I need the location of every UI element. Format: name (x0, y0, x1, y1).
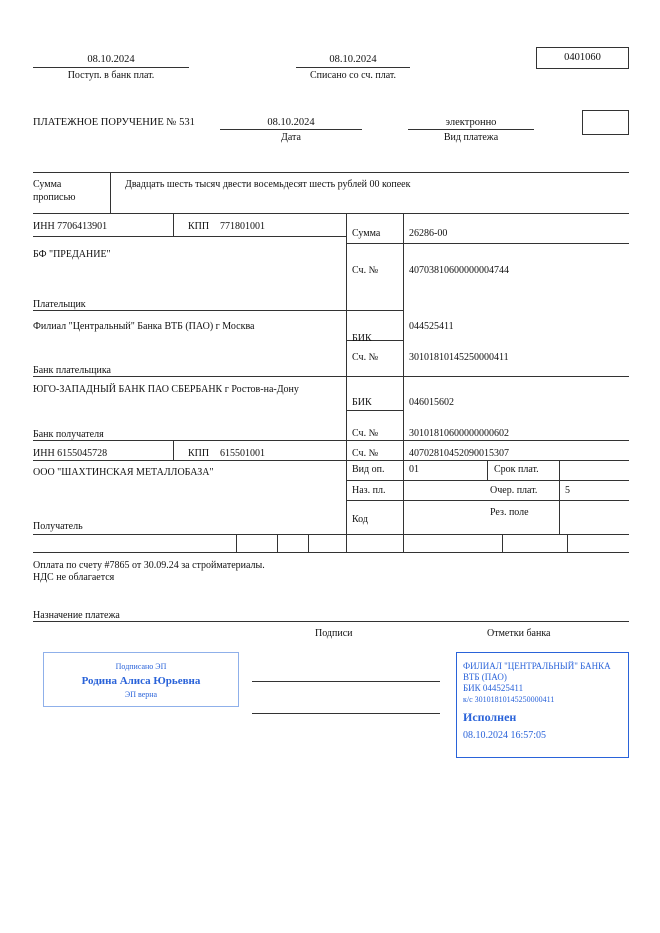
divider (33, 534, 629, 535)
payer-bank-corr-label: Сч. № (352, 352, 379, 363)
payer-bank-corr: 30101810145250000411 (409, 352, 509, 363)
divider (173, 440, 174, 460)
received-label: Поступ. в банк плат. (67, 70, 155, 81)
debited-label: Списано со сч. плат. (309, 70, 397, 81)
divider (408, 129, 534, 130)
divider (502, 534, 503, 552)
signature-line-1 (252, 681, 440, 682)
purpose-label: Назначение платежа (33, 610, 120, 621)
payee-account-label: Сч. № (352, 448, 379, 459)
payer-bank-bik-label: БИК (352, 333, 372, 344)
vid-op-value: 01 (409, 464, 419, 475)
order-date-label: Дата (281, 132, 301, 143)
amount-in-words: Двадцать шесть тысяч двести восемьдесят шесть рублей 00 копеек (125, 179, 411, 190)
payee-kpp: 615501001 (220, 448, 265, 459)
purpose-line-2: НДС не облагается (33, 572, 115, 583)
signature-line-2 (252, 713, 440, 714)
payee-account: 40702810452090015307 (409, 448, 509, 459)
payee-bank-corr: 30101810600000000602 (409, 428, 509, 439)
divider (346, 480, 629, 481)
divider (487, 460, 488, 480)
payer-kpp-label: КПП (188, 221, 210, 232)
bank-stamp-line-1: ФИЛИАЛ "ЦЕНТРАЛЬНЫЙ" БАНКА (463, 661, 611, 671)
divider (403, 213, 404, 553)
bank-stamp-datetime: 08.10.2024 16:57:05 (463, 730, 547, 741)
amount-words-label-1: Сумма (33, 179, 62, 190)
naz-label: Наз. пл. (352, 485, 386, 496)
payer-bank-name: Филиал "Центральный" Банка ВТБ (ПАО) г Москва (33, 321, 255, 332)
bank-stamp-line-2: ВТБ (ПАО) (463, 672, 507, 682)
divider (346, 410, 403, 411)
received-date: 08.10.2024 (87, 54, 135, 65)
debited-date: 08.10.2024 (329, 54, 377, 65)
ep-signed-text: Подписано ЭП (115, 662, 167, 671)
divider (33, 552, 629, 553)
divider (173, 213, 174, 236)
purpose-line-1: Оплата по счету #7865 от 30.09.24 за стройматериалы. (33, 560, 265, 571)
empty-code-box (582, 110, 629, 135)
payer-bank-label: Банк плательщика (33, 365, 111, 376)
divider (346, 243, 629, 244)
divider (33, 172, 629, 173)
ocher-value: 5 (565, 485, 570, 496)
divider (33, 213, 629, 214)
divider (33, 67, 189, 68)
payer-label: Плательщик (33, 299, 86, 310)
divider (33, 460, 629, 461)
payment-type-label: Вид платежа (443, 132, 499, 143)
rez-label: Рез. поле (490, 507, 529, 518)
payment-type: электронно (445, 117, 497, 128)
divider (33, 621, 629, 622)
payee-bank-bik: 046015602 (409, 397, 454, 408)
payee-label: Получатель (33, 521, 83, 532)
divider (346, 500, 629, 501)
divider (220, 129, 362, 130)
divider (33, 440, 629, 441)
payer-inn: ИНН 7706413901 (33, 221, 108, 232)
payer-account-label: Сч. № (352, 265, 379, 276)
divider (33, 236, 346, 237)
amount-label: Сумма (352, 228, 381, 239)
payee-bank-label: Банк получателя (33, 429, 104, 440)
payee-inn: ИНН 6155045728 (33, 448, 108, 459)
payee-bank-corr-label: Сч. № (352, 428, 379, 439)
signer-name: Родина Алиса Юрьевна (81, 675, 201, 687)
divider (559, 460, 560, 534)
kod-label: Код (352, 514, 368, 525)
payer-kpp: 771801001 (220, 221, 265, 232)
bank-stamp (456, 652, 629, 758)
form-code-box (536, 47, 629, 69)
divider (277, 534, 278, 552)
signature-stamp (43, 652, 239, 707)
ep-valid-text: ЭП верна (124, 690, 158, 699)
srok-label: Срок плат. (494, 464, 539, 475)
payer-bank-bik: 044525411 (409, 321, 454, 332)
amount-value: 26286-00 (409, 228, 448, 239)
divider (33, 376, 629, 377)
document-title: ПЛАТЕЖНОЕ ПОРУЧЕНИЕ № 531 (33, 117, 195, 128)
amount-words-label-2: прописью (33, 192, 76, 203)
divider (236, 534, 237, 552)
ocher-label: Очер. плат. (490, 485, 538, 496)
payee-bank-name: ЮГО-ЗАПАДНЫЙ БАНК ПАО СБЕРБАНК г Ростов-на-Дону (33, 384, 299, 395)
vid-op-label: Вид оп. (352, 464, 385, 475)
bank-stamp-line-4: к/с 30101810145250000411 (463, 695, 555, 704)
divider (110, 172, 111, 213)
payee-kpp-label: КПП (188, 448, 210, 459)
payer-account: 40703810600000004744 (409, 265, 509, 276)
divider (567, 534, 568, 552)
divider (346, 213, 347, 553)
divider (33, 310, 346, 311)
payer-name: БФ "ПРЕДАНИЕ" (33, 249, 111, 260)
payee-bank-bik-label: БИК (352, 397, 372, 408)
bank-stamp-status: Исполнен (463, 710, 517, 724)
payee-name: ООО "ШАХТИНСКАЯ МЕТАЛЛОБАЗА" (33, 467, 214, 478)
signatures-label: Подписи (315, 628, 353, 639)
order-date: 08.10.2024 (267, 117, 315, 128)
form-code: 0401060 (564, 52, 601, 63)
divider (308, 534, 309, 552)
bank-stamp-line-3: БИК 044525411 (463, 683, 524, 693)
divider (346, 310, 403, 311)
divider (296, 67, 410, 68)
bank-marks-label: Отметки банка (487, 628, 551, 639)
